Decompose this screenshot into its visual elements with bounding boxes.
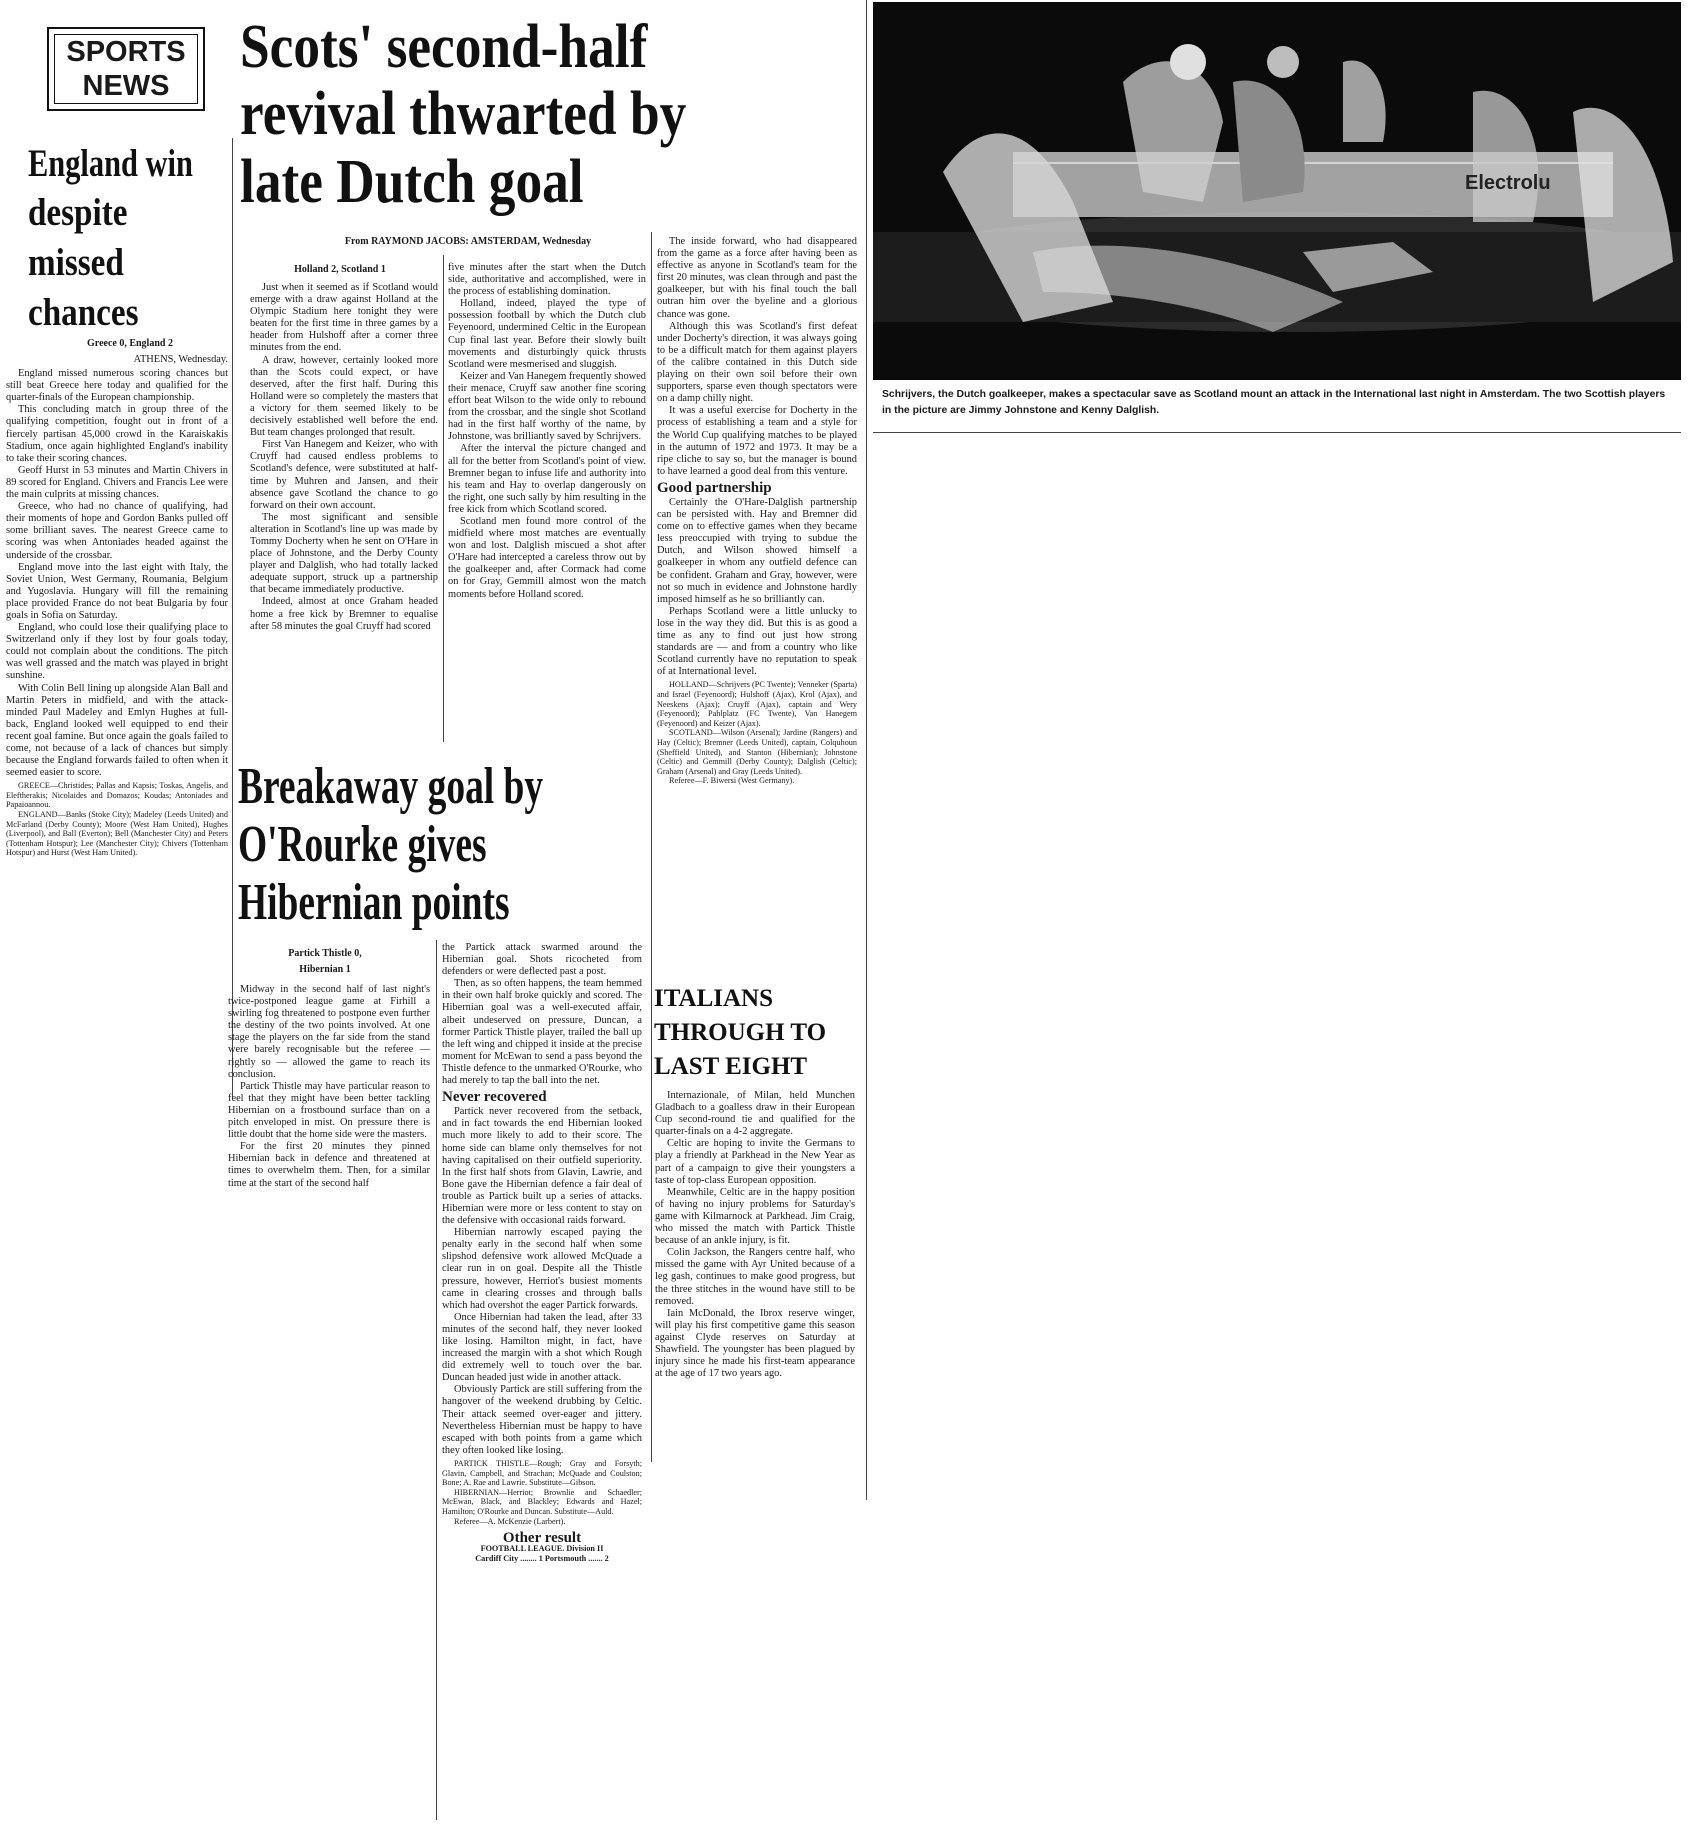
photo-banner-text: Electrolu xyxy=(1465,172,1551,194)
paragraph: Once Hibernian had taken the lead, after 33 minutes of the second half, they never looked like losing. Hamilton might, in fact, have increased the margin with a shot which Rough did extremely well to touch over the bar. Duncan headed just wide in another attack. xyxy=(442,1311,642,1384)
england-headline-line: despite xyxy=(28,191,128,234)
paragraph: The most significant and sensible alteration in Scotland's line up was made by Tommy Docherty when he sent on O'Hare in place of Johnstone, and the Derby County player and Dalglish, who had totally lacked adequate support, struck up a partnership that became immediately productive. xyxy=(250,511,438,596)
team-line: GREECE—Christides; Pallas and Kapsis; Toskas, Angelis, and Eleftherakis; Nicolaides and Domazos; Koudas; Antoniades and Papaioannou. xyxy=(6,781,228,810)
hibs-score-line2: Hibernian 1 xyxy=(299,964,351,975)
scots-headline-line: Scots' second-half xyxy=(240,13,648,81)
column-rule xyxy=(443,255,444,742)
paragraph: This concluding match in group three of the qualifying competition, fought out in front of a fiercely partisan 45,000 crowd in the Karaiskakis Stadium, once again highlighted England's inability to take their scoring chances. xyxy=(6,404,228,464)
italians-headline xyxy=(654,982,854,1084)
team-line: PARTICK THISTLE—Rough; Gray and Forsyth; Glavin, Campbell, and Strachan; McQuade and Coulston; Bone; A. Rae and Lawrie. Substitute—Gibson. xyxy=(442,1458,642,1488)
dateline: ATHENS, Wednesday. xyxy=(133,354,228,365)
column-rule xyxy=(651,232,652,1462)
paragraph: Indeed, almost at once Graham headed home a free kick by Bremner to equalise after 58 minutes the goal Cruyff had scored xyxy=(250,596,438,632)
hibs-col1 xyxy=(228,984,430,1266)
column-rule xyxy=(866,0,867,1500)
masthead-line2: NEWS xyxy=(82,70,170,102)
column-rule xyxy=(232,138,233,1098)
paragraph: Partick Thistle may have particular reason to feel that they might have been better tackling Hibernian on a frostbound surface than on a pitch enveloped in mist. On pressure there is little doubt that the home side were the masters. xyxy=(228,1080,430,1141)
paragraph: Partick never recovered from the setback, and in fact towards the end Hibernian looked much more likely to add to their score. The home side can blame only themselves for not having capitalised on their outfield superiority. In the first half shots from Glavin, Lawrie, and Bone gave the Hibernian defence a fair deal of trouble as Partick built up a series of attacks. Hibernian were more or less content to stay on the defensive with occasional raids forward. xyxy=(442,1106,642,1227)
england-headline-line: chances xyxy=(28,291,139,334)
scots-col3 xyxy=(657,236,857,976)
masthead-line1: SPORTS xyxy=(66,36,186,68)
team-line: HOLLAND—Schrijvers (PC Twente); Venneker (Sparta) and Israel (Feyenoord); Hulshoff (Ajax), Krol (Ajax), and Neeskens (Ajax); Cruyff (Ajax), captain and Wery (Feyenoord); Pahlplatz (FC Twente), Van Hanegem (Feyenoord) and Keizer (Ajax). xyxy=(657,680,857,728)
team-line: Referee—F. Biwersi (West Germany). xyxy=(669,776,795,786)
scots-byline: From RAYMOND JACOBS: AMSTERDAM, Wednesday xyxy=(344,236,592,247)
paragraph: A draw, however, certainly looked more than the Scots could expect, or have deserved, after the first half. During this Holland were so completely the masters that a victory for them seemed likely to be decisively established well before the end. But team changes prolonged that result. xyxy=(250,354,438,439)
paragraph: After the interval the picture changed and all for the better from Scotland's point of view. Bremner began to infuse life and authority into his team and Hay to overlap dangerously on the right, one such sally by him resulting in the free kick from which Scotland scored. xyxy=(448,443,646,515)
paragraph: England move into the last eight with Italy, the Soviet Union, West Germany, Roumania, Belgium and Yugoslavia. Hungary will fill the remaining place provided France do not beat Bulgaria by four goals in Sofia on Saturday. xyxy=(6,561,228,621)
england-headline-line: England win xyxy=(28,142,193,185)
italians-headline-line: THROUGH TO xyxy=(654,1019,827,1046)
paragraph: Celtic are hoping to invite the Germans to play a friendly at Parkhead in the New Year as part of a campaign to give their youngsters a taste of top-class European opposition. xyxy=(655,1138,855,1186)
paragraph: five minutes after the start when the Dutch side, authoritative and accomplished, were in the process of establishing domination. xyxy=(448,262,646,298)
paragraph: It was a useful exercise for Docherty in the process of establishing a team and a style for the World Cup qualifying matches to be played in the autumn of 1972 and 1973. It may be a ripe cliche to say so, but the manager is bound to have learned a good deal from this venture. xyxy=(657,405,857,477)
team-line: ENGLAND—Banks (Stoke City); Madeley (Leeds United) and McFarland (Derby County); Moore (West Ham United), Hughes (Liverpool), and Ball (Everton); Bell (Manchester City) and Peters (Tottenham Hotspur); Lee (Manchester City); Chivers (Tottenham Hotspur) and Hurst (West Ham United). xyxy=(6,810,228,858)
paragraph: Although this was Scotland's first defeat under Docherty's direction, it was always going to be a difficult match for them against players of the calibre contained in this Dutch side playing on their own soil before their own supporters, sparse even though spectators were on a damp chilly night. xyxy=(657,320,857,405)
hibs-headline-line: Hibernian points xyxy=(238,874,510,931)
paragraph: Internazionale, of Milan, held Munchen Gladbach to a goalless draw in their European Cup second-round tie and qualified for the quarter-finals on a 4-2 aggregate. xyxy=(655,1090,855,1138)
paragraph: England missed numerous scoring chances but still beat Greece here today and qualified for the quarter-finals of the European championship. xyxy=(6,368,228,404)
paragraph: With Colin Bell lining up alongside Alan Ball and Martin Peters in midfield, and with the attack-minded Paul Madeley and Emlyn Hughes at full-back, England looked well equipped to end their recent goal famine. But once again the goals failed to come, not because of a lack of chances but simply because the England forwards failed to often when it seemed easier to score. xyxy=(6,682,228,779)
scots-headline-line: late Dutch goal xyxy=(240,148,584,216)
scots-headline xyxy=(240,14,865,216)
scots-col2 xyxy=(448,262,646,742)
italians-body xyxy=(655,1090,855,1496)
other-result-title: Other result xyxy=(502,1530,582,1547)
hibs-headline-line: Breakaway goal by xyxy=(238,758,544,815)
scots-headline-line: revival thwarted by xyxy=(240,80,687,148)
hibs-score-line1: Partick Thistle 0, xyxy=(288,948,362,959)
hibs-headline-line: O'Rourke gives xyxy=(238,816,487,873)
photo-scene-icon xyxy=(873,2,1681,380)
other-result-line: Cardiff City ........ 1 Portsmouth ....... 2 xyxy=(475,1553,609,1563)
paragraph: Geoff Hurst in 53 minutes and Martin Chivers in 89 scored for England. Chivers and Francis Lee were the main culprits at missing chances. xyxy=(6,464,228,501)
hibs-col2 xyxy=(442,942,642,1822)
hibs-headline xyxy=(238,758,648,932)
column-rule xyxy=(436,940,437,1820)
england-score: Greece 0, England 2 xyxy=(87,338,173,349)
paragraph: Then, as so often happens, the team hemmed in their own half broke quickly and scored. The Hibernian goal was a well-executed affair, albeit undeserved on pressure, Duncan, a former Partick Thistle player, trailed the ball up the left wing and chipped it inside at the precise moment for McEwan to send a pass beyond the Thistle defence to the unmarked O'Rourke, who had merely to tap the ball into the net. xyxy=(442,978,642,1087)
paragraph: Keizer and Van Hanegem frequently showed their menace, Cruyff saw another fine scoring effort beat Wilson to the wide only to rebound from the crossbar, and the single shot Scotland had in the first half worthy of the name, by Johnstone, was brilliantly saved by Schrijvers. xyxy=(448,370,646,443)
paragraph: Scotland men found more control of the midfield where most matches are eventually won and lost. Dalglish miscued a shot after O'Hare had intercepted a careless throw out by the goalkeeper and, after Cormack had come on for Gray, Gemmill almost won the match moments before Holland scored. xyxy=(448,515,646,600)
paragraph: First Van Hanegem and Keizer, who with Cruyff had caused endless problems to Scotland's defence, were substituted at half-time by Muhren and Jansen, and their absence gave Scotland the chance to go forward on their own account. xyxy=(250,439,438,511)
paragraph: Hibernian narrowly escaped paying the penalty early in the second half when some slipshod defensive work allowed McQuade a clear run in on goal. Despite all the Thistle pressure, however, Herriot's busiest moments came in clearing crosses and through balls which had overshot the eager Partick forwards. xyxy=(442,1227,642,1311)
paragraph: the Partick attack swarmed around the Hibernian goal. Shots ricocheted from defenders or were deflected past a post. xyxy=(442,942,642,978)
other-result-league: FOOTBALL LEAGUE. Division II xyxy=(480,1544,604,1554)
paragraph: Meanwhile, Celtic are in the happy position of having no injury problems for Saturday's game with Kilmarnock at Parkhead. Jim Craig, who missed the match with Partick Thistle because of an ankle injury, is fit. xyxy=(655,1186,855,1247)
photo-caption: Schrijvers, the Dutch goalkeeper, makes a spectacular save as Scotland mount an attack in the International last night in Amsterdam. The two Scottish players in the picture are Jimmy Johnstone and Kenny Dalglish. xyxy=(882,389,1666,416)
italians-headline-line: LAST EIGHT xyxy=(654,1053,808,1080)
caption-rule xyxy=(873,432,1681,433)
england-body xyxy=(6,354,228,1088)
paragraph: Iain McDonald, the Ibrox reserve winger, will play his first competitive game this season against Clyde reserves on Saturday at Shawfield. The youngster has been plagued by injury since he made his first-team appearance at the age of 17 two years ago. xyxy=(655,1307,855,1380)
team-line: Referee—A. McKenzie (Larbert). xyxy=(454,1516,566,1526)
match-photo xyxy=(873,2,1681,380)
scots-score: Holland 2, Scotland 1 xyxy=(294,264,386,275)
subhead-good-partnership: Good partnership xyxy=(657,479,772,496)
italians-headline-line: ITALIANS xyxy=(654,985,774,1012)
scots-col1 xyxy=(250,282,438,742)
england-story xyxy=(0,0,232,1826)
paragraph: Midway in the second half of last night's twice-postponed league game at Firhill a swirling fog threatened to postpone even further the destiny of the two points involved. At one stage the players on the far side from the stand were barely recognisable but the referee — rightly so — allowed the game to reach its conclusion. xyxy=(228,984,430,1080)
paragraph: For the first 20 minutes they pinned Hibernian back in defence and threatened at times to overwhelm them. Then, for a similar time at the start of the second half xyxy=(228,1141,430,1189)
paragraph: Just when it seemed as if Scotland would emerge with a draw against Holland at the Olympic Stadium here tonight they were beaten for the first time in three games by a header from Hulshoff after a corner three minutes from the end. xyxy=(250,282,438,354)
england-headline-line: missed xyxy=(28,241,124,284)
paragraph: Obviously Partick are still suffering from the hangover of the weekend drubbing by Celtic. Their attack seemed over-eager and jittery. Nevertheless Hibernian must be happy to have escaped with both points from a game which they often looked like losing. xyxy=(442,1384,642,1456)
paragraph: England, who could lose their qualifying place to Switzerland only if they lost by four goals today, could not complain about the conditions. The pitch was well grassed and the match was played in bright sunshine. xyxy=(6,622,228,682)
team-line: SCOTLAND—Wilson (Arsenal); Jardine (Rangers) and Hay (Celtic); Bremner (Leeds United), captain, Colquhoun (Sheffield United), and Stanton (Hibernian); Johnstone (Celtic) and Gemmill (Derby County); Dalglish (Celtic); Graham (Arsenal) and Gray (Leeds United). xyxy=(657,728,857,776)
paragraph: Holland, indeed, played the type of possession football by which the Dutch club Feyenoord, undermined Celtic in the European Cup final last year. Before their slowly built movements and disturbingly quick thrusts Scotland were mesmerised and sluggish. xyxy=(448,298,646,370)
team-line: HIBERNIAN—Herriot; Brownlie and Schaedler; McEwan, Black, and Blackley; Edwards and Hazel; Hamilton; O'Rourke and Duncan. Substitute—Auld. xyxy=(442,1487,642,1516)
paragraph: Greece, who had no chance of qualifying, had their moments of hope and Gordon Banks pulled off some brilliant saves. The nearest Greece came to scoring was when Antoniades headed against the underside of the crossbar. xyxy=(6,501,228,561)
subhead-never-recovered: Never recovered xyxy=(442,1089,547,1106)
paragraph: Perhaps Scotland were a little unlucky to lose in the way they did. But this is as good a time as any to find out just how strong standards are — and from a country who like Scotland currently have no reputation to speak of at International level. xyxy=(657,605,857,678)
paragraph: Certainly the O'Hare-Dalglish partnership can be persisted with. Hay and Bremner did come on to effective games when they became less preoccupied with trying to subdue the Dutch, and Wilson showed himself a goalkeeper in whom any outfield defence can be confident. Graham and Gray, however, were not so much in evidence and Johnstone hardly imposed himself as he so brilliantly can. xyxy=(657,496,857,605)
england-headline xyxy=(28,140,238,338)
paragraph: The inside forward, who had disappeared from the game as a force after having been as effective as anyone in Scotland's team for the first 20 minutes, was clean through and past the goalkeeper, but with his final touch the ball outran him over the byeline and a glorious chance was gone. xyxy=(657,236,857,320)
paragraph: Colin Jackson, the Rangers centre half, who missed the game with Ayr United because of a leg gash, continues to make good progress, but the three stitches in the wound have still to be removed. xyxy=(655,1247,855,1307)
